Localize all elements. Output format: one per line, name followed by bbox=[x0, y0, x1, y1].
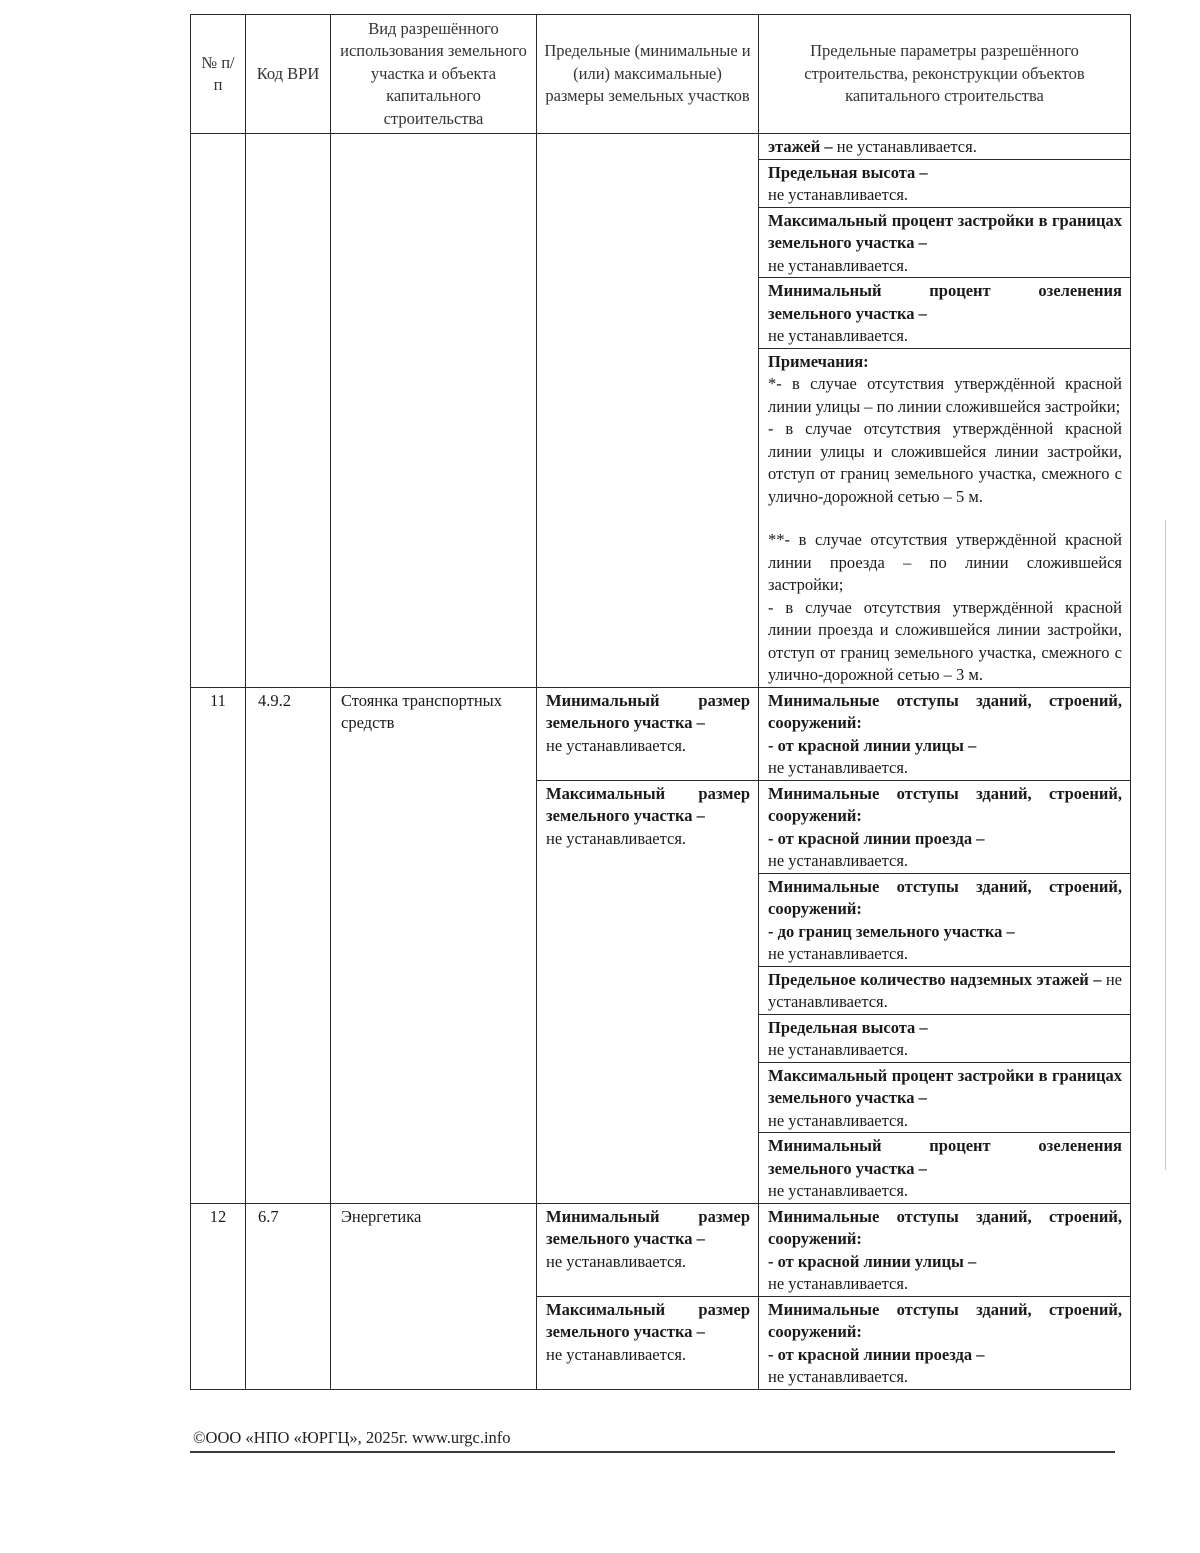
regulations-table bbox=[190, 14, 1131, 1390]
table-row bbox=[191, 134, 1131, 160]
regulations-table-wrapper bbox=[190, 14, 1130, 1390]
row12-setback-street: Минимальные отступы зданий, строений, сооружений: - от красной линии улицы – не устанавливается. bbox=[759, 1203, 1131, 1296]
row11-code: 4.9.2 bbox=[246, 687, 331, 1203]
param-notes bbox=[759, 348, 1131, 687]
param-floors: этажей – не устанавливается. bbox=[759, 134, 1131, 160]
cont-num-cell bbox=[191, 134, 246, 688]
row11-height: Предельная высота – не устанавливается. bbox=[759, 1014, 1131, 1062]
scan-edge-mark bbox=[1165, 520, 1166, 1170]
row11-setback-street: Минимальные отступы зданий, строений, сооружений: - от красной линии улицы – не устанавливается. bbox=[759, 687, 1131, 780]
row12-code: 6.7 bbox=[246, 1203, 331, 1389]
row11-floors: Предельное количество надземных этажей – не устанавливается. bbox=[759, 966, 1131, 1014]
page-footer: ©ООО «НПО «ЮРГЦ», 2025г. www.urgc.info bbox=[193, 1428, 511, 1447]
row11-coverage: Максимальный процент застройки в границах земельного участка – не устанавливается. bbox=[759, 1062, 1131, 1133]
note-paragraph: **- в случае отсутствия утверждённой красной линии проезда – по линии сложившейся застройки; bbox=[768, 530, 1122, 594]
header-size: Предельные (минимальные и (или) максимальные) размеры земельных участков bbox=[537, 15, 759, 134]
table-header-row bbox=[191, 15, 1131, 134]
note-paragraph: - в случае отсутствия утверждённой красной линии проезда и сложившейся линии застройки, отступ от границ земельного участка, смежного с улично-дорожной сетью – 3 м. bbox=[768, 597, 1122, 684]
note-paragraph: - в случае отсутствия утверждённой красной линии улицы и сложившейся линии застройки, отступ от границ земельного участка, смежного с улично-дорожной сетью – 5 м. bbox=[768, 419, 1122, 506]
table-row bbox=[191, 687, 1131, 780]
row12-use: Энергетика bbox=[331, 1203, 537, 1389]
row11-setback-border: Минимальные отступы зданий, строений, сооружений: - до границ земельного участка – не устанавливается. bbox=[759, 873, 1131, 966]
cont-use-cell bbox=[331, 134, 537, 688]
row11-num: 11 bbox=[191, 687, 246, 1203]
row12-min-size: Минимальный размер земельного участка – не устанавливается. bbox=[537, 1203, 759, 1296]
row11-setback-drive: Минимальные отступы зданий, строений, сооружений: - от красной линии проезда – не устанавливается. bbox=[759, 780, 1131, 873]
row12-max-size: Максимальный размер земельного участка – не устанавливается. bbox=[537, 1296, 759, 1389]
param-coverage: Максимальный процент застройки в границах земельного участка – не устанавливается. bbox=[759, 207, 1131, 278]
note-paragraph: *- в случае отсутствия утверждённой красной линии улицы – по линии сложившейся застройки; bbox=[768, 374, 1122, 416]
param-height: Предельная высота – не устанавливается. bbox=[759, 159, 1131, 207]
header-num: № п/п bbox=[191, 15, 246, 134]
cont-size-cell bbox=[537, 134, 759, 688]
notes-title: Примечания: bbox=[768, 351, 869, 371]
row11-max-size: Максимальный размер земельного участка – не устанавливается. bbox=[537, 780, 759, 1203]
row12-num: 12 bbox=[191, 1203, 246, 1389]
cont-code-cell bbox=[246, 134, 331, 688]
row11-use: Стоянка транспортных средств bbox=[331, 687, 537, 1203]
header-params: Предельные параметры разрешённого строительства, реконструкции объектов капитального строительства bbox=[759, 15, 1131, 134]
row11-min-size: Минимальный размер земельного участка – не устанавливается. bbox=[537, 687, 759, 780]
footer-divider bbox=[190, 1451, 1115, 1453]
param-greening: Минимальный процент озеленения земельного участка – не устанавливается. bbox=[759, 278, 1131, 349]
row12-setback-drive: Минимальные отступы зданий, строений, сооружений: - от красной линии проезда – не устанавливается. bbox=[759, 1296, 1131, 1389]
header-code: Код ВРИ bbox=[246, 15, 331, 134]
header-use: Вид разрешённого использования земельного участка и объекта капитального строительства bbox=[331, 15, 537, 134]
row11-greening: Минимальный процент озеленения земельного участка – не устанавливается. bbox=[759, 1133, 1131, 1204]
table-row bbox=[191, 1203, 1131, 1296]
